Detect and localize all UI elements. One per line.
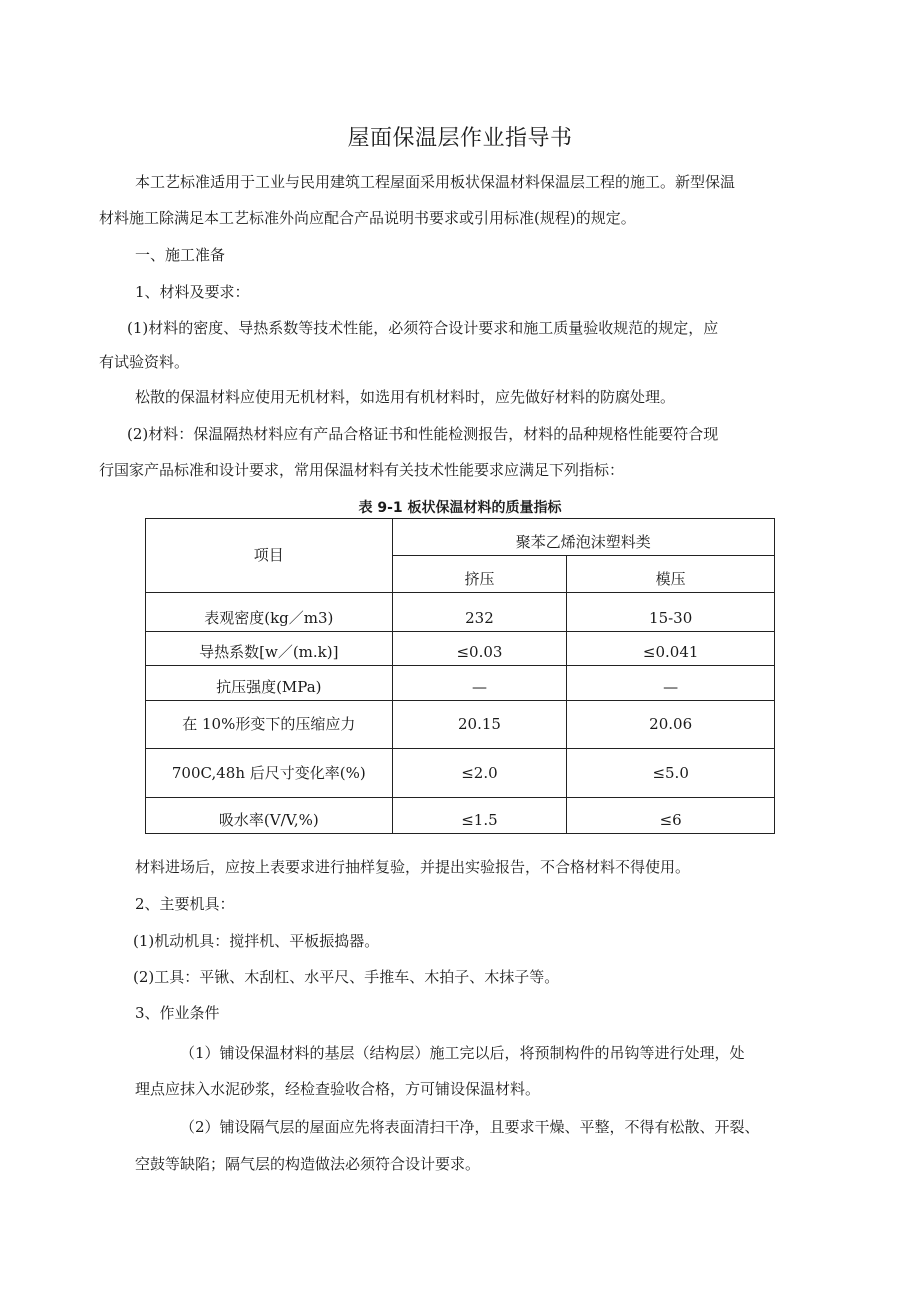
page-title: 屋面保温层作业指导书 (347, 126, 573, 151)
row-molded: ≤0.041 (567, 632, 775, 666)
tool-item-1: (1)机动机具：搅拌机、平板振捣器。 (133, 932, 380, 950)
table-row (146, 593, 775, 632)
row-item: 表观密度(kg／m3) (146, 593, 393, 632)
row-extruded: ≤2.0 (392, 749, 567, 798)
row-extruded: ≤1.5 (392, 798, 567, 834)
row-molded: 15-30 (567, 593, 775, 632)
row-item: 导热系数[w／(m.k)] (146, 632, 393, 666)
item-1-line-2: 有试验资料。 (99, 353, 190, 371)
condition-1-line-1: （1）铺设保温材料的基层（结构层）施工完以后，将预制构件的吊钩等进行处理，处 (180, 1044, 745, 1062)
condition-2-line-1: （2）铺设隔气层的屋面应先将表面清扫干净，且要求干燥、平整，不得有松散、开裂、 (180, 1118, 760, 1136)
condition-1-line-2: 理点应抹入水泥砂浆，经检查验收合格，方可铺设保温材料。 (135, 1080, 541, 1098)
row-extruded: — (392, 666, 567, 701)
quality-index-table (145, 518, 775, 834)
row-item: 抗压强度(MPa) (146, 666, 393, 701)
row-molded: ≤5.0 (567, 749, 775, 798)
table-row (146, 632, 775, 666)
tool-item-2: (2)工具：平锹、木刮杠、水平尺、手推车、木拍子、木抹子等。 (133, 968, 560, 986)
row-item: 在 10%形变下的压缩应力 (146, 701, 393, 749)
table-row (146, 701, 775, 749)
row-item: 700C,48h 后尺寸变化率(%) (146, 749, 393, 798)
table-header-extruded: 挤压 (392, 556, 567, 593)
subheading-materials: 1、材料及要求： (135, 283, 250, 301)
row-molded: ≤6 (567, 798, 775, 834)
subheading-conditions: 3、作业条件 (135, 1004, 220, 1022)
table-header-molded: 模压 (567, 556, 775, 593)
table-row (146, 749, 775, 798)
table-header-group: 聚苯乙烯泡沫塑料类 (392, 519, 774, 556)
subheading-tools: 2、主要机具： (135, 895, 235, 913)
table-caption: 表 9-1 板状保温材料的质量指标 (358, 500, 562, 516)
item-2-line-2: 行国家产品标准和设计要求，常用保温材料有关技术性能要求应满足下列指标： (99, 461, 625, 479)
after-table-note: 材料进场后，应按上表要求进行抽样复验，并提出实验报告，不合格材料不得使用。 (135, 858, 691, 876)
table-row (146, 798, 775, 834)
row-extruded: ≤0.03 (392, 632, 567, 666)
row-extruded: 20.15 (392, 701, 567, 749)
row-molded: — (567, 666, 775, 701)
condition-2-line-2: 空鼓等缺陷；隔气层的构造做法必须符合设计要求。 (135, 1155, 481, 1173)
intro-line-2: 材料施工除满足本工艺标准外尚应配合产品说明书要求或引用标准(规程)的规定。 (99, 209, 636, 227)
row-item: 吸水率(V/V,%) (146, 798, 393, 834)
item-2-line-1: (2)材料：保温隔热材料应有产品合格证书和性能检测报告，材料的品种规格性能要符合现 (127, 425, 719, 443)
table-row (146, 666, 775, 701)
row-extruded: 232 (392, 593, 567, 632)
table-header-item: 项目 (146, 519, 393, 593)
intro-line-1: 本工艺标准适用于工业与民用建筑工程屋面采用板状保温材料保温层工程的施工。新型保温 (135, 173, 736, 191)
section-heading-preparation: 一、施工准备 (135, 246, 226, 264)
item-1-line-1: (1)材料的密度、导热系数等技术性能，必须符合设计要求和施工质量验收规范的规定，应 (127, 319, 719, 337)
loose-material-note: 松散的保温材料应使用无机材料，如选用有机材料时，应先做好材料的防腐处理。 (135, 388, 676, 406)
row-molded: 20.06 (567, 701, 775, 749)
